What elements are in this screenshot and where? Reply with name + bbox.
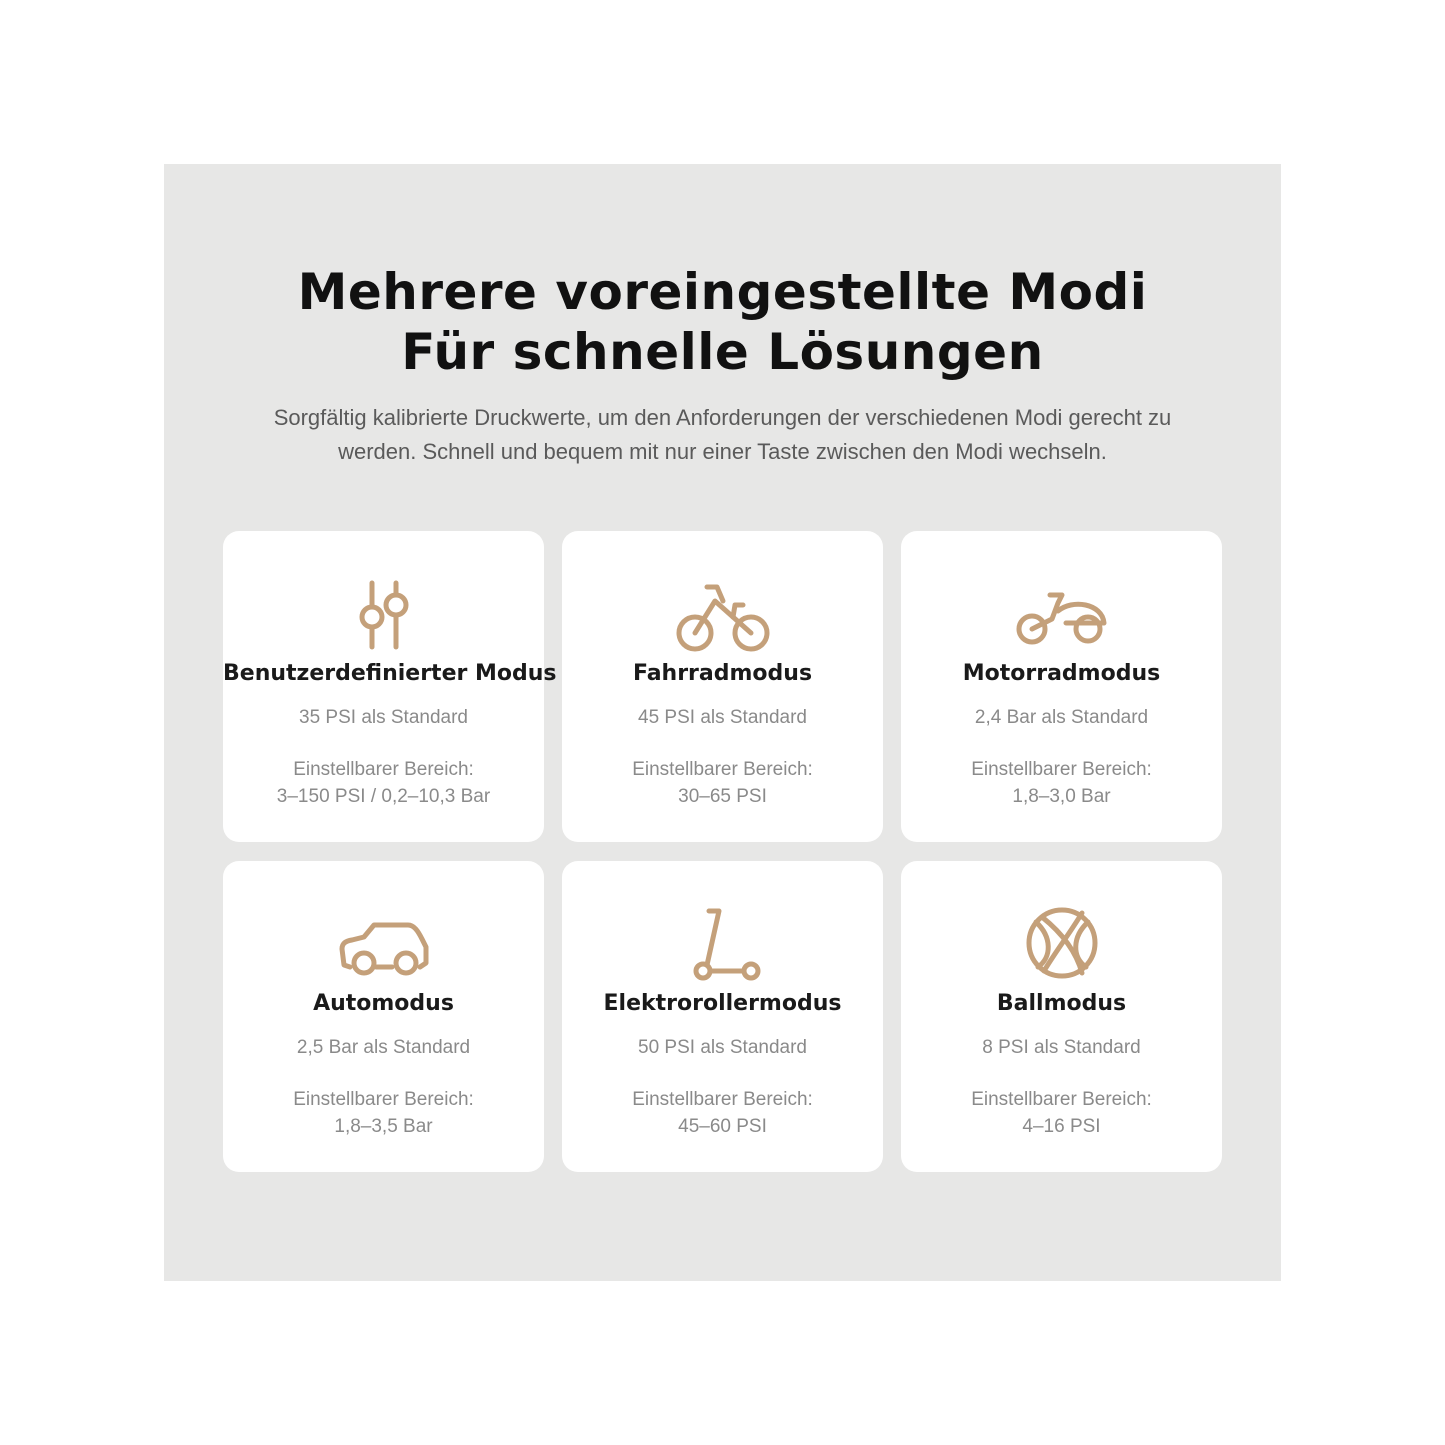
motorcycle-icon <box>1012 577 1112 657</box>
bicycle-icon <box>673 577 773 657</box>
mode-card-car <box>223 861 544 1172</box>
ball-icon <box>1012 907 1112 987</box>
mode-card-bicycle <box>562 531 883 842</box>
range-value: 1,8–3,5 Bar <box>334 1116 433 1137</box>
mode-range <box>223 756 544 810</box>
title-line-2: Für schnelle Lösungen <box>401 323 1044 381</box>
mode-title: Benutzerdefinierter Modus <box>223 661 557 686</box>
mode-standard: 50 PSI als Standard <box>638 1037 807 1058</box>
mode-card-scooter <box>562 861 883 1172</box>
mode-range <box>223 1086 544 1140</box>
mode-range <box>901 1086 1222 1140</box>
mode-standard: 35 PSI als Standard <box>299 707 468 728</box>
title-line-1: Mehrere voreingestellte Modi <box>297 263 1148 321</box>
range-label: Einstellbarer Bereich: <box>632 1089 813 1110</box>
mode-range <box>562 1086 883 1140</box>
page-title <box>0 262 1445 382</box>
range-value: 1,8–3,0 Bar <box>1012 786 1111 807</box>
range-label: Einstellbarer Bereich: <box>632 759 813 780</box>
mode-standard: 45 PSI als Standard <box>638 707 807 728</box>
description-line-2: werden. Schnell und bequem mit nur einer Taste zwischen den Modi wechseln. <box>338 439 1107 464</box>
mode-standard: 8 PSI als Standard <box>982 1037 1141 1058</box>
range-value: 30–65 PSI <box>678 786 767 807</box>
range-value: 4–16 PSI <box>1022 1116 1101 1137</box>
mode-card-custom <box>223 531 557 842</box>
mode-title: Automodus <box>313 991 454 1016</box>
scooter-icon <box>673 907 773 987</box>
range-value: 3–150 PSI / 0,2–10,3 Bar <box>276 786 491 807</box>
mode-title: Fahrradmodus <box>632 661 813 686</box>
mode-title: Motorradmodus <box>962 661 1161 686</box>
mode-card-ball <box>901 861 1222 1172</box>
car-icon <box>334 907 434 987</box>
mode-card-motorcycle <box>901 531 1222 842</box>
mode-standard: 2,5 Bar als Standard <box>296 1037 471 1058</box>
mode-range <box>901 756 1222 810</box>
mode-standard: 2,4 Bar als Standard <box>974 707 1149 728</box>
mode-title: Ballmodus <box>996 991 1127 1016</box>
page-description <box>240 401 1205 469</box>
range-label: Einstellbarer Bereich: <box>293 1089 474 1110</box>
range-value: 45–60 PSI <box>678 1116 767 1137</box>
description-line-1: Sorgfältig kalibrierte Druckwerte, um den Anforderungen der verschiedenen Modi gerecht zu <box>273 405 1172 430</box>
range-label: Einstellbarer Bereich: <box>293 759 474 780</box>
mode-title: Elektrorollermodus <box>603 991 842 1016</box>
range-label: Einstellbarer Bereich: <box>971 1089 1152 1110</box>
mode-range <box>562 756 883 810</box>
sliders-icon <box>334 577 434 657</box>
range-label: Einstellbarer Bereich: <box>971 759 1152 780</box>
